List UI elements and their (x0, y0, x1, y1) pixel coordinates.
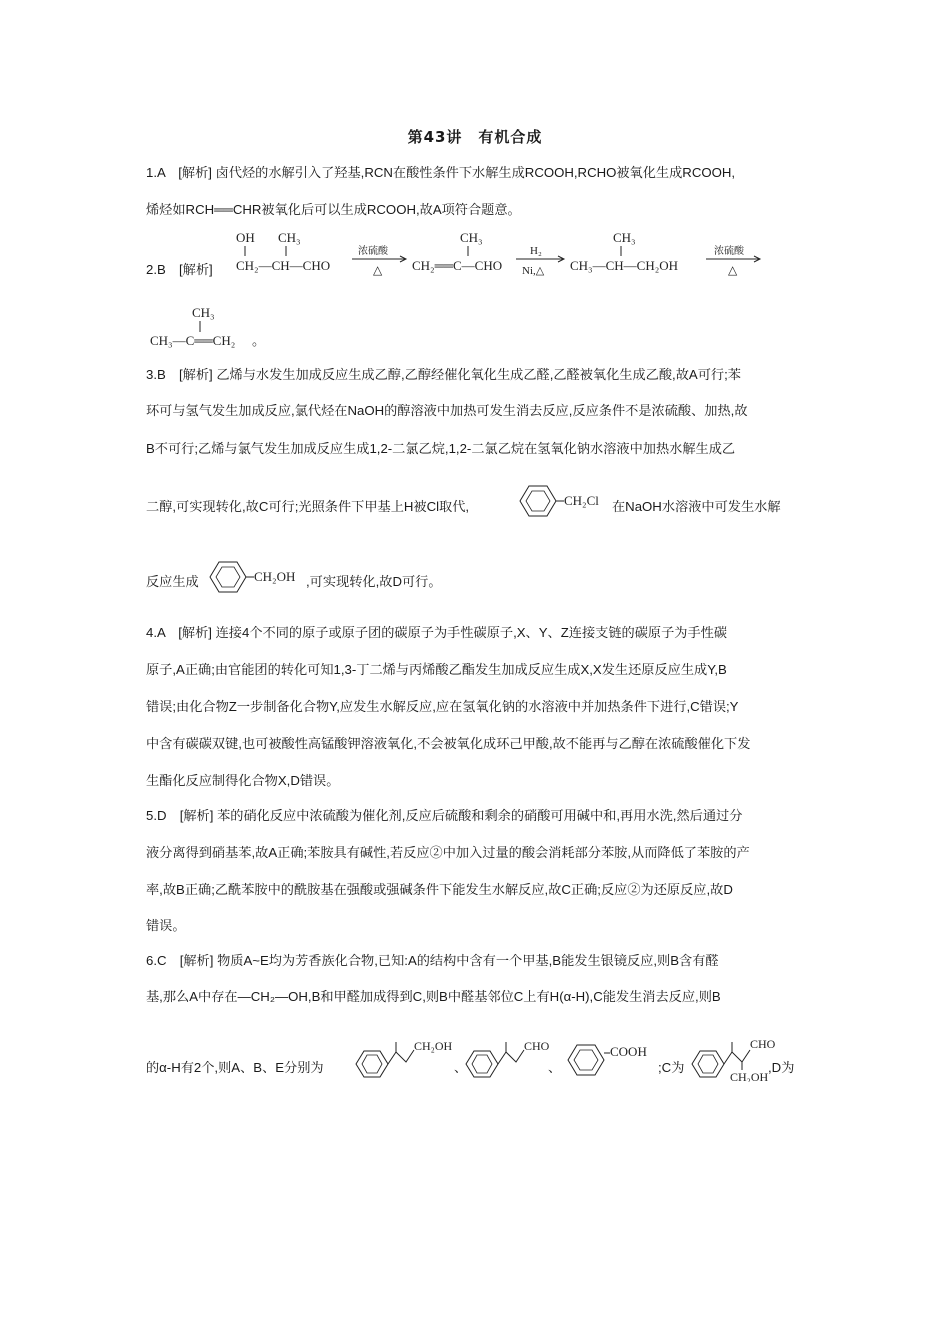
q2-reaction-scheme (228, 226, 768, 284)
q6-sep-2: 、 (548, 1060, 562, 1075)
q2-arrow1-top: 浓硫酸 (358, 246, 388, 257)
q5-line-1: 5.D [解析] 苯的硝化反应中浓硫酸为催化剂,反应后硫酸和剩余的硝酸可用碱中和,再用水洗,然后通过分 (146, 808, 743, 823)
benzyl-chloride-label: CH₂Cl (564, 493, 599, 508)
q2-r1-ch3: CH₃ (278, 230, 301, 245)
q1-line-1: 1.A [解析] 卤代烃的水解引入了羟基,RCN在酸性条件下水解生成RCOOH,RCHO被氧化生成RCOOH, (146, 165, 736, 180)
q2-r2-ch3: CH₃ (460, 230, 483, 245)
q2-r1-oh: OH (236, 230, 255, 245)
q3-line-2: 环可与氢气发生加成反应,氯代烃在NaOH的醇溶液中加热可发生消去反应,反应条件不是浓硫酸、加热,故 (146, 403, 748, 418)
benzyl-alcohol-label: CH₂OH (254, 569, 296, 584)
q4-line-3: 错误;由化合物Z一步制备化合物Y,应发生水解反应,应在氢氧化钠的水溶液中并加热条件下进行,C错误;Y (146, 699, 739, 714)
q3-line-3: B不可行;乙烯与氯气发生加成反应生成1,2-二氯乙烷,1,2-二氯乙烷在氢氧化钠水溶液中加热水解生成乙 (146, 441, 736, 456)
q6-line-1: 6.C [解析] 物质A~E均为芳香族化合物,已知:A的结构中含有一个甲基,B能发生银镜反应,则B含有醛 (146, 953, 719, 968)
q2-r2-main: CH₂══C—CHO (412, 258, 503, 273)
q2-r1-main: CH₂—CH—CHO (236, 258, 331, 273)
compound-A-label: CH₂OH (414, 1039, 453, 1053)
q4-line-4: 中含有碳碳双键,也可被酸性高锰酸钾溶液氧化,不会被氧化成环己甲酸,故不能再与乙醇在浓硫酸催化下发 (146, 736, 751, 751)
q6-sep-1: 、 (454, 1060, 468, 1075)
q2-r3-ch3: CH₃ (613, 230, 636, 245)
q4-line-1: 4.A [解析] 连接4个不同的原子或原子团的碳原子为手性碳原子,X、Y、Z连接支链的碳原子为手性碳 (146, 625, 728, 640)
benzyl-alcohol-structure (204, 556, 310, 598)
q6-line-3a: 的α-H有2个,则A、B、E分别为 (146, 1060, 324, 1075)
q2-r3-main: CH₃—CH—CH₂OH (570, 258, 679, 273)
q2-arrow3-top: 浓硫酸 (714, 246, 744, 257)
q3-line-5a: 反应生成 (146, 574, 199, 589)
compound-C-top-label: CHO (750, 1037, 776, 1051)
q2-product-ch3: CH₃ (192, 305, 215, 320)
compound-E-label: COOH (610, 1044, 647, 1059)
q6-line-2: 基,那么A中存在—CH₂—OH,B和甲醛加成得到C,则B中醛基邻位C上有H(α-H),C能发生消去反应,则B (146, 989, 721, 1004)
compound-A-structure (352, 1034, 456, 1082)
q1-line-2: 烯烃如RCH══CHR被氧化后可以生成RCOOH,故A项符合题意。 (146, 202, 521, 217)
q3-line-4a: 二醇,可实现转化,故C可行;光照条件下甲基上H被Cl取代, (146, 499, 470, 514)
q5-line-2: 液分离得到硝基苯,故A正确;苯胺具有碱性,若反应②中加入过量的酸会消耗部分苯胺,从而降低了苯胺的产 (146, 845, 750, 860)
q4-line-2: 原子,A正确;由官能团的转化可知1,3-丁二烯与丙烯酸乙酯发生加成反应生成X,X发生还原反应生成Y,B (146, 662, 727, 677)
q3-line-1: 3.B [解析] 乙烯与水发生加成反应生成乙醇,乙醇经催化氧化生成乙醛,乙醛被氧化生成乙酸,故A可行;苯 (146, 367, 741, 382)
q6-line-3c: ,D为 (768, 1060, 795, 1075)
benzyl-chloride-structure (514, 480, 610, 522)
compound-B-structure (462, 1034, 552, 1082)
q2-product-structure (148, 304, 268, 350)
compound-C-bottom-label: CH₂OH (730, 1070, 769, 1082)
q2-label: 2.B [解析] (146, 262, 213, 277)
q2-arrow2-bottom: Ni,△ (522, 265, 545, 277)
q2-arrow2-top: H₂ (530, 245, 542, 257)
q3-line-5b: ,可实现转化,故D可行。 (306, 574, 442, 589)
q2-end: 。 (252, 333, 266, 348)
compound-E-structure (562, 1034, 658, 1082)
q5-line-3: 率,故B正确;乙酰苯胺中的酰胺基在强酸或强碱条件下能发生水解反应,故C正确;反应②为还原反应,故D (146, 882, 733, 897)
q6-line-3b: ;C为 (658, 1060, 685, 1075)
page-title: 第43讲 有机合成 (407, 128, 543, 146)
compound-B-label: CHO (524, 1039, 550, 1053)
q4-line-5: 生酯化反应制得化合物X,D错误。 (146, 773, 340, 788)
q2-arrow1-bottom: △ (373, 263, 383, 277)
q3-line-4b: 在NaOH水溶液中可发生水解 (612, 499, 781, 514)
q2-product-main: CH₃—C══CH₂ (150, 333, 236, 348)
q5-line-4: 错误。 (146, 918, 186, 933)
q2-arrow3-bottom: △ (728, 263, 738, 277)
